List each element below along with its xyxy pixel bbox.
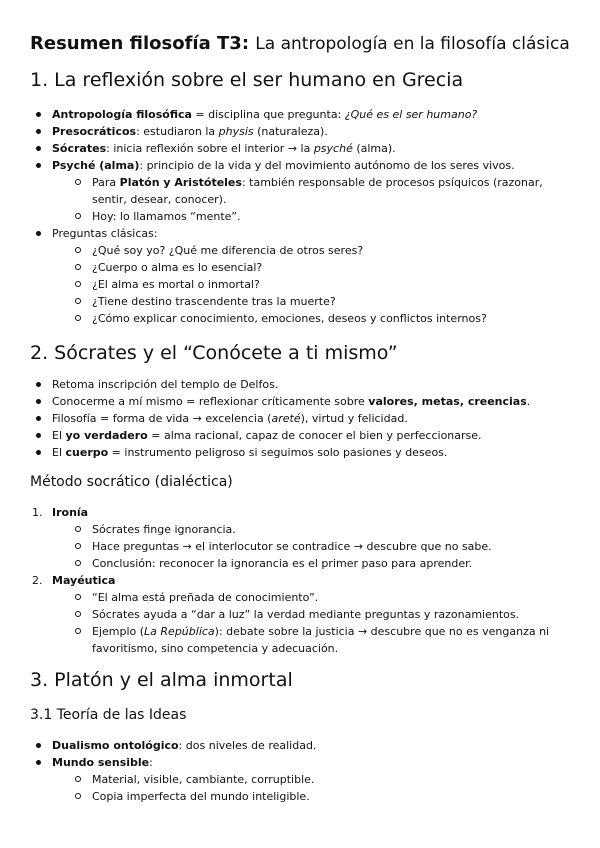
list-item: Presocráticos: estudiaron la physis (naturaleza). bbox=[30, 123, 575, 140]
section-2-heading: 2. Sócrates y el “Conócete a ti mismo” bbox=[30, 342, 398, 364]
list-item: Hace preguntas → el interlocutor se contradice → descubre que no sabe. bbox=[70, 538, 575, 555]
list-item: 2. Mayéutica “El alma está preñada de conocimiento”. Sócrates ayuda a “dar a luz” la verdad mediante preguntas y razonamientos. Ejemplo (La República): debate sobre la justicia → descubre que no es venganza ni favoritismo, sino competencia y adecuación. bbox=[30, 572, 575, 657]
sub-list bbox=[70, 242, 575, 327]
section-1-list bbox=[30, 106, 575, 327]
list-item: Dualismo ontológico: dos niveles de realidad. bbox=[30, 737, 575, 754]
section-2-list bbox=[30, 376, 575, 461]
list-item: ¿El alma es mortal o inmortal? bbox=[70, 276, 575, 293]
list-item: Retoma inscripción del templo de Delfos. bbox=[30, 376, 575, 393]
method-list bbox=[30, 504, 575, 657]
sub-list bbox=[70, 521, 575, 572]
list-item: Material, visible, cambiante, corruptible. bbox=[70, 771, 575, 788]
sub-list bbox=[70, 174, 575, 225]
list-item: El yo verdadero = alma racional, capaz de conocer el bien y perfeccionarse. bbox=[30, 427, 575, 444]
list-item: ¿Cuerpo o alma es lo esencial? bbox=[70, 259, 575, 276]
document-title bbox=[30, 31, 570, 57]
list-item: Para Platón y Aristóteles: también responsable de procesos psíquicos (razonar, sentir, desear, conocer). bbox=[70, 174, 575, 208]
list-item: Copia imperfecta del mundo inteligible. bbox=[70, 788, 575, 805]
list-item: Sócrates ayuda a “dar a luz” la verdad mediante preguntas y razonamientos. bbox=[70, 606, 575, 623]
list-item: Antropología filosófica = disciplina que pregunta: ¿Qué es el ser humano? bbox=[30, 106, 575, 123]
sub-list bbox=[70, 589, 575, 657]
section-1-heading: 1. La reflexión sobre el ser humano en Grecia bbox=[30, 69, 464, 91]
list-item: “El alma está preñada de conocimiento”. bbox=[70, 589, 575, 606]
section-3-1-heading: 3.1 Teoría de las Ideas bbox=[30, 707, 187, 723]
list-item: Preguntas clásicas: ¿Qué soy yo? ¿Qué me diferencia de otros seres? ¿Cuerpo o alma es lo esencial? ¿El alma es mortal o inmortal? ¿Tiene destino trascendente tras la muerte? ¿Cómo explicar conocimiento, emociones, deseos y conflictos internos? bbox=[30, 225, 575, 327]
list-item: ¿Cómo explicar conocimiento, emociones, deseos y conflictos internos? bbox=[70, 310, 575, 327]
list-item: Sócrates finge ignorancia. bbox=[70, 521, 575, 538]
method-heading: Método socrático (dialéctica) bbox=[30, 474, 233, 490]
section-3-list bbox=[30, 737, 575, 805]
list-item: Conclusión: reconocer la ignorancia es el primer paso para aprender. bbox=[70, 555, 575, 572]
section-3-heading: 3. Platón y el alma inmortal bbox=[30, 669, 293, 691]
list-item: ¿Qué soy yo? ¿Qué me diferencia de otros seres? bbox=[70, 242, 575, 259]
list-item: Filosofía = forma de vida → excelencia (areté), virtud y felicidad. bbox=[30, 410, 575, 427]
list-item: Psyché (alma): principio de la vida y del movimiento autónomo de los seres vivos. Para Platón y Aristóteles: también responsable de procesos psíquicos (razonar, sentir, desear, conocer). Hoy: lo llamamos “mente”. bbox=[30, 157, 575, 225]
list-item: 1. Ironía Sócrates finge ignorancia. Hace preguntas → el interlocutor se contradice → descubre que no sabe. Conclusión: reconocer la ignorancia es el primer paso para aprender. bbox=[30, 504, 575, 572]
list-item: Conocerme a mí mismo = reflexionar críticamente sobre valores, metas, creencias. bbox=[30, 393, 575, 410]
sub-list bbox=[70, 771, 575, 805]
list-item: Ejemplo (La República): debate sobre la justicia → descubre que no es venganza ni favoritismo, sino competencia y adecuación. bbox=[70, 623, 575, 657]
list-item: Hoy: lo llamamos “mente”. bbox=[70, 208, 575, 225]
list-item: Sócrates: inicia reflexión sobre el interior → la psyché (alma). bbox=[30, 140, 575, 157]
list-item: ¿Tiene destino trascendente tras la muerte? bbox=[70, 293, 575, 310]
title-subtitle: La antropología en la filosofía clásica bbox=[255, 34, 570, 54]
list-item: El cuerpo = instrumento peligroso si seguimos solo pasiones y deseos. bbox=[30, 444, 575, 461]
list-item: Mundo sensible: Material, visible, cambiante, corruptible. Copia imperfecta del mundo inteligible. bbox=[30, 754, 575, 805]
title-bold: Resumen filosofía T3: bbox=[30, 33, 250, 54]
